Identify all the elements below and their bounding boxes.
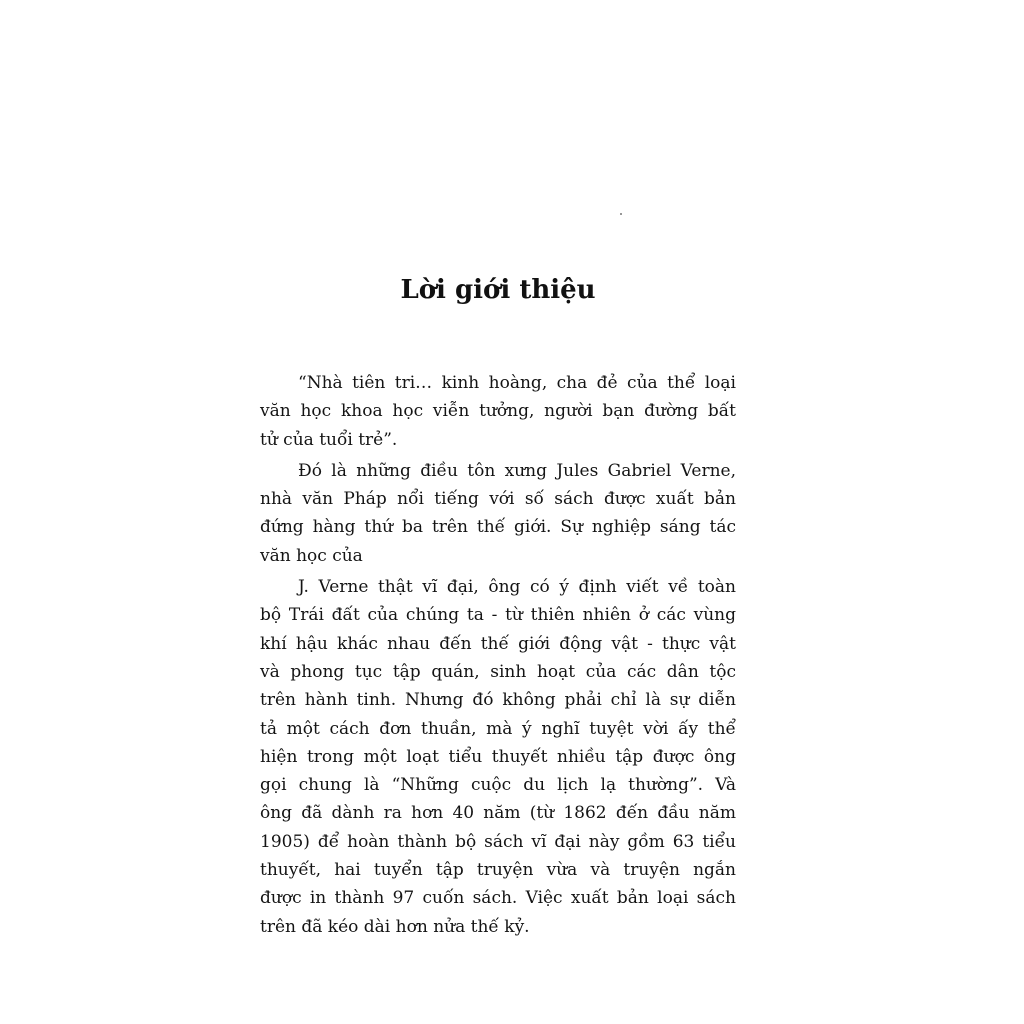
text-line: trên hành tinh. Nhưng đó không phải chỉ là sự diễn (260, 690, 736, 711)
scan-speck (620, 213, 622, 215)
text-line: bộ Trái đất của chúng ta - từ thiên nhiên ở các vùng (260, 605, 736, 626)
paragraph-3 (260, 573, 736, 941)
text-line: tử của tuổi trẻ”. (260, 429, 398, 450)
text-line: hiện trong một loạt tiểu thuyết nhiều tập được ông (260, 746, 736, 767)
text-line: khí hậu khác nhau đến thế giới động vật - thực vật (260, 633, 736, 654)
paragraph-2 (260, 457, 736, 570)
text-line: Đó là những điều tôn xưng Jules Gabriel Verne, (298, 460, 736, 481)
text-line: nhà văn Pháp nổi tiếng với số sách được xuất bản (260, 489, 736, 510)
text-line: được in thành 97 cuốn sách. Việc xuất bản loại sách (260, 888, 736, 909)
body-text (260, 369, 736, 944)
text-line: ông đã dành ra hơn 40 năm (từ 1862 đến đầu năm (260, 803, 736, 824)
paragraph-1 (260, 369, 736, 454)
chapter-title: Lời giới thiệu (400, 275, 596, 305)
text-line: văn học khoa học viễn tưởng, người bạn đường bất (260, 401, 736, 422)
text-line: văn học của (260, 545, 363, 566)
text-line: đứng hàng thứ ba trên thế giới. Sự nghiệp sáng tác (260, 517, 736, 538)
text-line: “Nhà tiên tri… kinh hoàng, cha đẻ của thể loại (298, 373, 736, 393)
text-line: và phong tục tập quán, sinh hoạt của các dân tộc (260, 661, 736, 682)
text-line: tả một cách đơn thuần, mà ý nghĩ tuyệt vời ấy thể (260, 718, 736, 739)
text-line: thuyết, hai tuyển tập truyện vừa và truyện ngắn (260, 860, 736, 881)
text-line: trên đã kéo dài hơn nửa thế kỷ. (260, 916, 530, 937)
text-line: 1905) để hoàn thành bộ sách vĩ đại này gồm 63 tiểu (260, 831, 736, 852)
text-line: gọi chung là “Những cuộc du lịch lạ thường”. Và (260, 775, 736, 796)
text-line: J. Verne thật vĩ đại, ông có ý định viết về toàn (298, 577, 736, 598)
